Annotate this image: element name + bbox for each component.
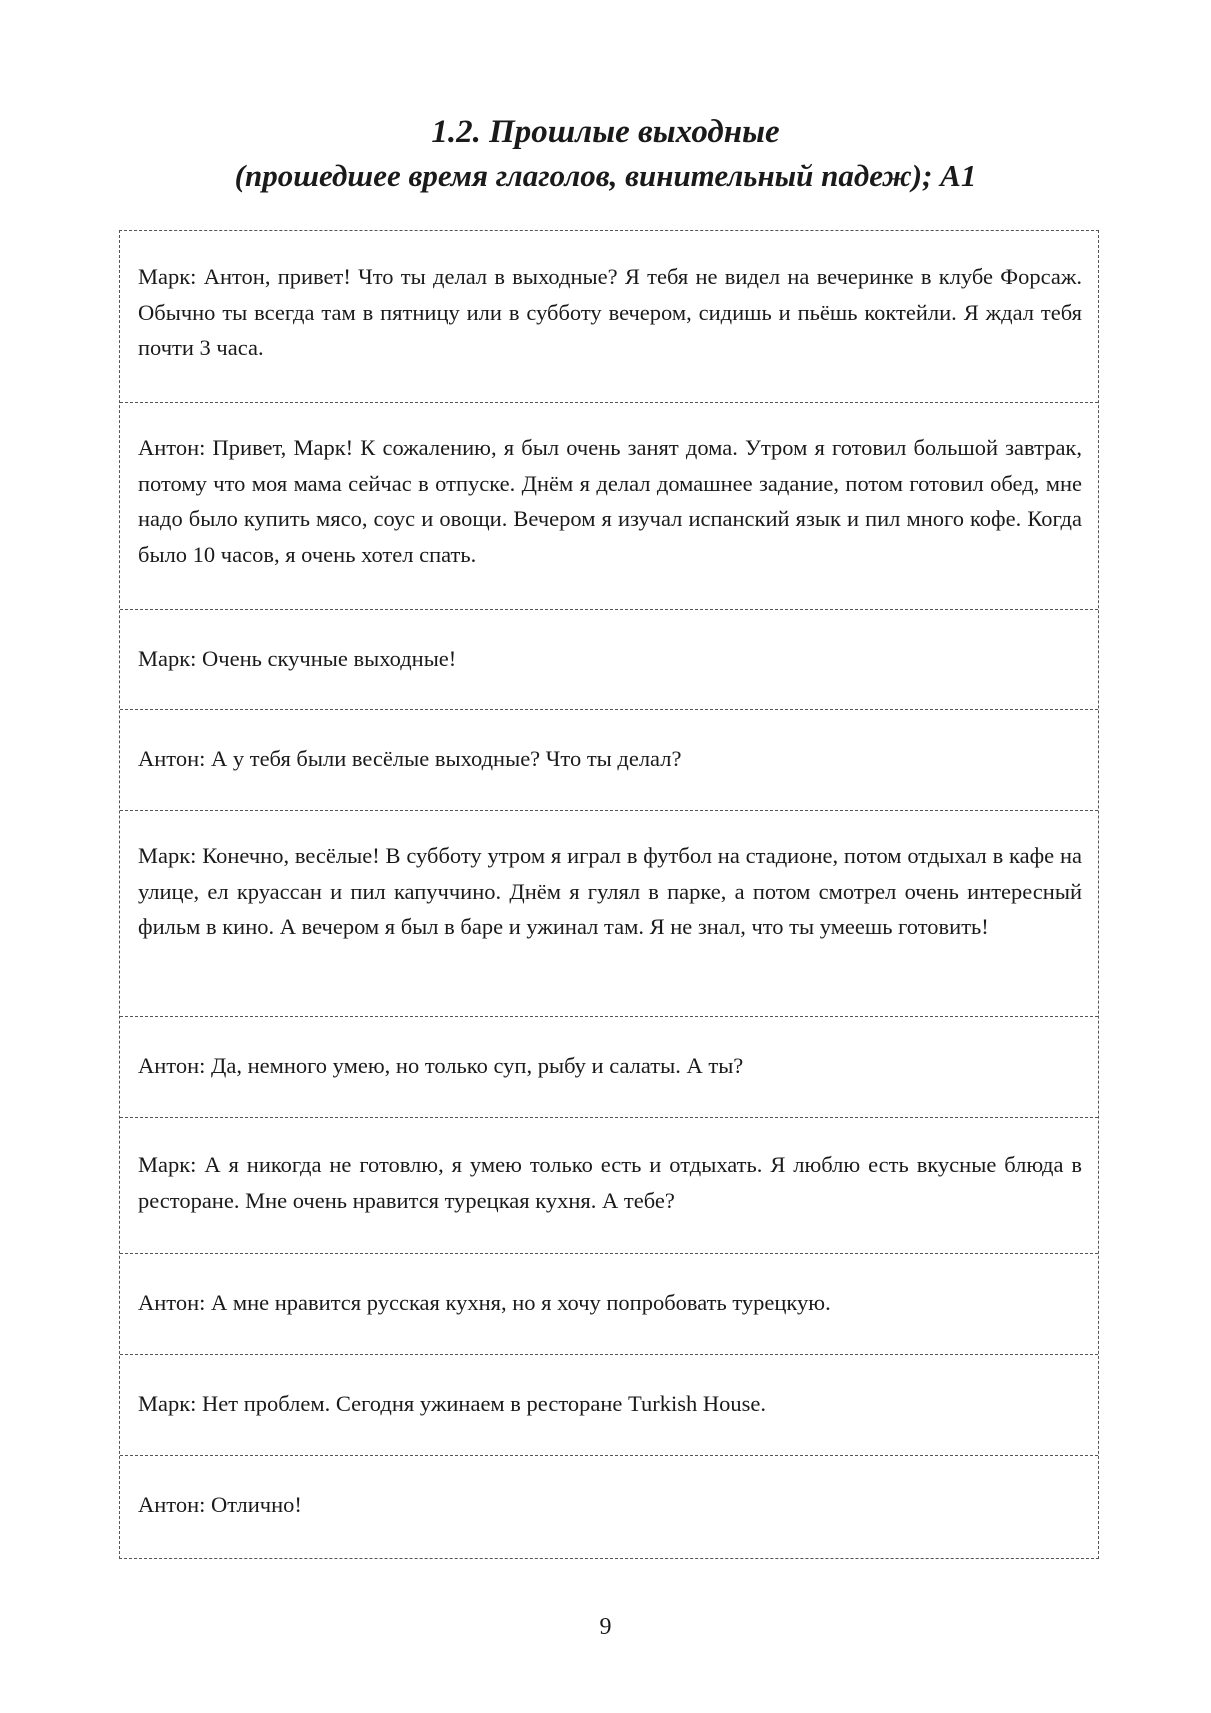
dialogue-box [119, 230, 1099, 1559]
dialogue-line [120, 1254, 1098, 1355]
page-number: 9 [599, 1614, 612, 1640]
dialogue-line [120, 1355, 1098, 1456]
dialogue-line [120, 1456, 1098, 1558]
dialogue-line [120, 1017, 1098, 1118]
dialogue-line [120, 1118, 1098, 1254]
dialogue-text: Марк: А я никогда не готовлю, я умею только есть и отдыхать. Я люблю есть вкусные блюда в ресторане. Мне очень нравится турецкая кухня. А тебе? [138, 1152, 1082, 1213]
dialogue-text: Марк: Нет проблем. Сегодня ужинаем в ресторане Turkish House. [138, 1391, 766, 1416]
dialogue-text: Антон: Привет, Марк! К сожалению, я был очень занят дома. Утром я готовил большой завтрак, потому что моя мама сейчас в отпуске. Днём я делал домашнее задание, потом готовил обед, мне надо было купить мясо, соус и овощи. Вечером я изучал испанский язык и пил много кофе. Когда было 10 часов, я очень хотел спать. [138, 435, 1082, 567]
lesson-subtitle: (прошедшее время глаголов, винительный падеж); А1 [234, 158, 977, 193]
dialogue-line [120, 811, 1098, 1017]
dialogue-text: Марк: Конечно, весёлые! В субботу утром я играл в футбол на стадионе, потом отдыхал в кафе на улице, ел круассан и пил капуччино. Днём я гулял в парке, а потом смотрел очень интересный фильм в кино. А вечером я был в баре и ужинал там. Я не знал, что ты умеешь готовить! [138, 843, 1082, 939]
dialogue-line [120, 710, 1098, 811]
dialogue-text: Марк: Очень скучные выходные! [138, 646, 457, 671]
dialogue-text: Антон: Отлично! [138, 1492, 302, 1517]
dialogue-text: Марк: Антон, привет! Что ты делал в выходные? Я тебя не видел на вечеринке в клубе Форсаж. Обычно ты всегда там в пятницу или в субботу вечером, сидишь и пьёшь коктейли. Я ждал тебя почти 3 часа. [138, 264, 1082, 360]
dialogue-text: Антон: Да, немного умею, но только суп, рыбу и салаты. А ты? [138, 1053, 744, 1078]
dialogue-line [120, 403, 1098, 610]
dialogue-text: Антон: А мне нравится русская кухня, но я хочу попробовать турецкую. [138, 1290, 831, 1315]
dialogue-line [120, 610, 1098, 710]
dialogue-line [120, 231, 1098, 403]
dialogue-text: Антон: А у тебя были весёлые выходные? Что ты делал? [138, 746, 682, 771]
lesson-title: 1.2. Прошлые выходные [431, 114, 780, 150]
